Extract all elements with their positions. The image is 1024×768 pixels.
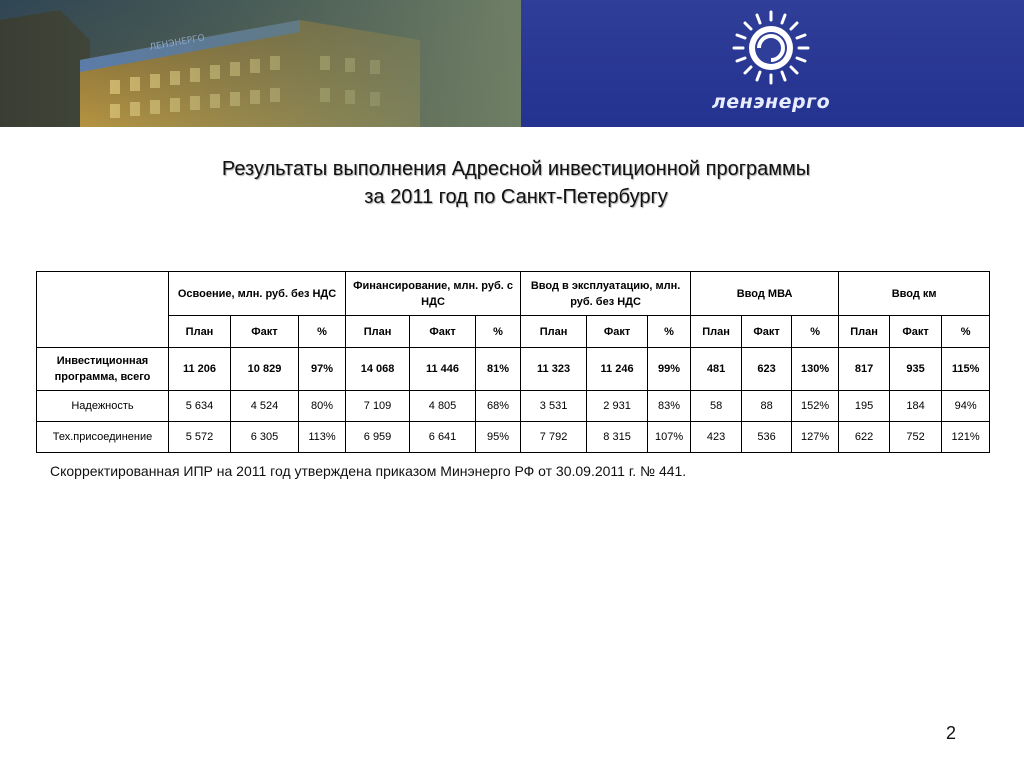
table-cell: 6 641 bbox=[410, 422, 476, 453]
table-cell: 115% bbox=[942, 348, 990, 391]
subheader-percent: % bbox=[476, 316, 521, 348]
page-number: 2 bbox=[946, 723, 957, 743]
results-table bbox=[36, 271, 990, 453]
table-cell: 817 bbox=[839, 348, 890, 391]
row-label: Надежность bbox=[37, 391, 169, 422]
subheader-fact: Факт bbox=[231, 316, 299, 348]
table-cell: 8 315 bbox=[587, 422, 648, 453]
table-cell: 127% bbox=[792, 422, 839, 453]
table-cell: 94% bbox=[942, 391, 990, 422]
subheader-fact: Факт bbox=[410, 316, 476, 348]
subheader-percent: % bbox=[942, 316, 990, 348]
table-cell: 88 bbox=[742, 391, 792, 422]
subheader-plan: План bbox=[346, 316, 410, 348]
title-line-2: за 2011 год по Санкт-Петербургу bbox=[364, 186, 668, 208]
table-cell: 58 bbox=[691, 391, 742, 422]
group-header: Финансирование, млн. руб. с НДС bbox=[346, 272, 521, 316]
subheader-plan: План bbox=[169, 316, 231, 348]
group-header: Ввод МВА bbox=[691, 272, 839, 316]
table-row bbox=[37, 348, 990, 391]
table-cell: 14 068 bbox=[346, 348, 410, 391]
corner-cell bbox=[37, 272, 169, 348]
table-cell: 481 bbox=[691, 348, 742, 391]
building-illustration bbox=[0, 0, 521, 127]
table-cell: 5 634 bbox=[169, 391, 231, 422]
table-cell: 2 931 bbox=[587, 391, 648, 422]
table-cell: 80% bbox=[299, 391, 346, 422]
title-line-1: Результаты выполнения Адресной инвестиционной программы bbox=[221, 158, 811, 180]
table-cell: 11 446 bbox=[410, 348, 476, 391]
subheader-percent: % bbox=[792, 316, 839, 348]
page-title bbox=[100, 155, 932, 211]
table-cell: 4 524 bbox=[231, 391, 299, 422]
approval-note: Скорректированная ИПР на 2011 год утверждена приказом Минэнерго РФ от 30.09.2011 г. № 441. bbox=[50, 463, 687, 479]
subheader-percent: % bbox=[299, 316, 346, 348]
table-group-header-row bbox=[37, 272, 990, 316]
table-cell: 81% bbox=[476, 348, 521, 391]
group-header: Ввод км bbox=[839, 272, 990, 316]
subheader-plan: План bbox=[691, 316, 742, 348]
table-cell: 4 805 bbox=[410, 391, 476, 422]
lenenergo-logo-icon bbox=[711, 6, 831, 86]
subheader-fact: Факт bbox=[890, 316, 942, 348]
table-cell: 83% bbox=[648, 391, 691, 422]
subheader-fact: Факт bbox=[742, 316, 792, 348]
table-cell: 68% bbox=[476, 391, 521, 422]
table-cell: 99% bbox=[648, 348, 691, 391]
group-header: Ввод в эксплуатацию, млн. руб. без НДС bbox=[521, 272, 691, 316]
table-row bbox=[37, 422, 990, 453]
subheader-plan: План bbox=[839, 316, 890, 348]
table-cell: 10 829 bbox=[231, 348, 299, 391]
table-cell: 95% bbox=[476, 422, 521, 453]
logo-panel bbox=[521, 0, 1024, 127]
table-cell: 11 323 bbox=[521, 348, 587, 391]
table-cell: 113% bbox=[299, 422, 346, 453]
table-subheader-row bbox=[37, 316, 990, 348]
table-cell: 6 305 bbox=[231, 422, 299, 453]
row-label: Тех.присоединение bbox=[37, 422, 169, 453]
table-cell: 130% bbox=[792, 348, 839, 391]
group-header: Освоение, млн. руб. без НДС bbox=[169, 272, 346, 316]
table-cell: 6 959 bbox=[346, 422, 410, 453]
table-cell: 7 792 bbox=[521, 422, 587, 453]
table-cell: 121% bbox=[942, 422, 990, 453]
table-cell: 11 246 bbox=[587, 348, 648, 391]
table-cell: 184 bbox=[890, 391, 942, 422]
subheader-plan: План bbox=[521, 316, 587, 348]
table-cell: 3 531 bbox=[521, 391, 587, 422]
table-cell: 195 bbox=[839, 391, 890, 422]
table-cell: 623 bbox=[742, 348, 792, 391]
table-cell: 5 572 bbox=[169, 422, 231, 453]
building-photo bbox=[0, 0, 521, 127]
table-cell: 622 bbox=[839, 422, 890, 453]
table-cell: 107% bbox=[648, 422, 691, 453]
table-cell: 152% bbox=[792, 391, 839, 422]
table-row bbox=[37, 391, 990, 422]
table-cell: 536 bbox=[742, 422, 792, 453]
table-cell: 935 bbox=[890, 348, 942, 391]
header-banner bbox=[0, 0, 1024, 127]
subheader-percent: % bbox=[648, 316, 691, 348]
logo-text: ленэнерго bbox=[711, 91, 831, 113]
table-cell: 97% bbox=[299, 348, 346, 391]
table-cell: 752 bbox=[890, 422, 942, 453]
table-cell: 11 206 bbox=[169, 348, 231, 391]
table-cell: 7 109 bbox=[346, 391, 410, 422]
row-label: Инвестиционная программа, всего bbox=[37, 348, 169, 391]
table-cell: 423 bbox=[691, 422, 742, 453]
subheader-fact: Факт bbox=[587, 316, 648, 348]
